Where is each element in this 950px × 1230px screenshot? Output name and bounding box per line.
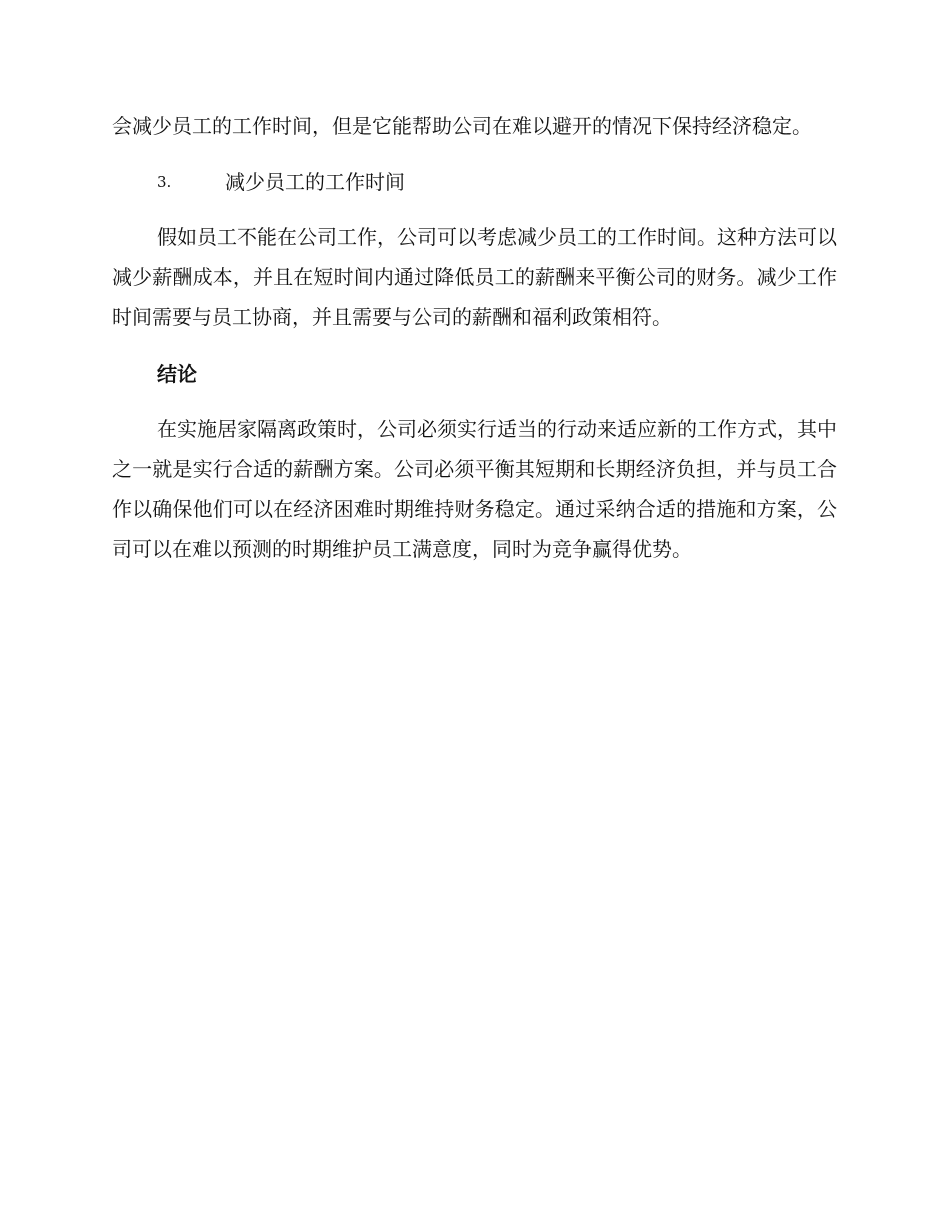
list-item-label: 减少员工的工作时间 xyxy=(225,170,405,194)
list-item-number: 3. xyxy=(157,173,172,191)
continuation-paragraph: 会减少员工的工作时间，但是它能帮助公司在难以避开的情况下保持经济稳定。 xyxy=(112,114,812,138)
conclusion-heading: 结论 xyxy=(157,362,197,386)
conclusion-paragraph: 在实施居家隔离政策时，公司必须实行适当的行动来适应新的工作方式，其中之一就是实行合适的薪酬方案。公司必须平衡其短期和长期经济负担，并与员工合作以确保他们可以在经济困难时期维持财务稳定。通过采纳合适的措施和方案，公司可以在难以预测的时期维护员工满意度，同时为竞争赢得优势。 xyxy=(112,417,837,561)
list-item-3 xyxy=(112,162,837,202)
document-body xyxy=(112,106,837,569)
reduce-hours-paragraph: 假如员工不能在公司工作，公司可以考虑减少员工的工作时间。这种方法可以减少薪酬成本，并且在短时间内通过降低员工的薪酬来平衡公司的财务。减少工作时间需要与员工协商，并且需要与公司的薪酬和福利政策相符。 xyxy=(112,225,837,329)
